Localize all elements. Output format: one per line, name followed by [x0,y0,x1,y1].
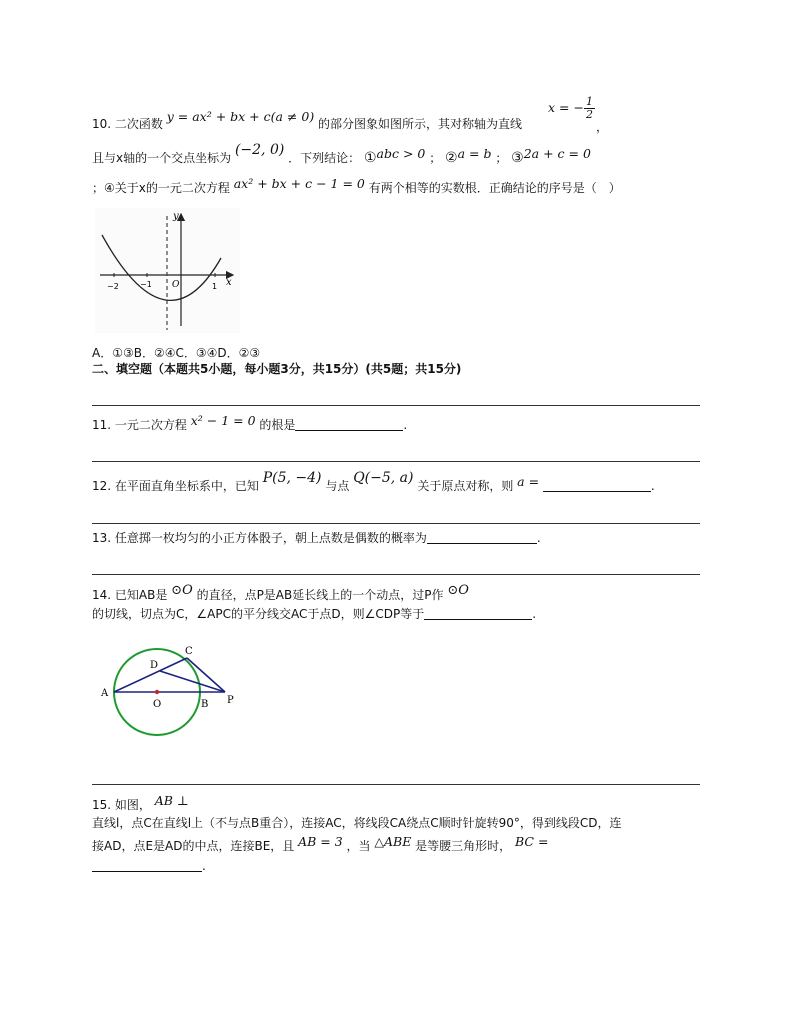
q12 [92,470,655,494]
q10-line1-middle: 的部分图象如图所示，其对称轴为直线 [318,117,523,131]
divider-q11 [92,405,700,406]
label-o: O [153,699,162,710]
q15-ab-perp: AB ⊥ [154,793,189,808]
x-axis-label: x [226,277,232,288]
q14-circle-symbol: ⊙O [171,583,193,598]
q12-a-equals: a = [517,474,540,489]
q11-answer-blank[interactable] [295,418,403,431]
q15-line3-mid2: 是等腰三角形时， [415,839,512,853]
q11 [92,413,408,433]
q10-axis-fraction [584,96,595,121]
q11-suffix: 的根是 [259,418,296,432]
q10-conclusion1-mark: ① [363,150,377,166]
label-d: D [150,660,159,671]
label-c: C [185,646,193,657]
q13-end: . [536,531,541,545]
q14-line2-text: 的切线，切点为C，∠APC的平分线交AC于点D，则∠CDP等于 [92,607,425,621]
q11-equation: x² − 1 = 0 [190,413,256,428]
q13-answer-blank[interactable] [427,531,537,544]
q15-bc-equals: BC = [515,834,549,849]
q13 [92,530,541,546]
q10-line2-middle: ．下列结论： [288,151,361,165]
q10-line1-end: ， [596,120,609,134]
label-a: A [101,688,109,699]
q14-prefix: 14. 已知AB是 [92,588,168,602]
q15-ab-equals: AB = 3 [298,834,343,849]
q10-sep2: ； [495,151,508,165]
q10-conclusion4-equation: ax² + bx + c − 1 = 0 [233,176,365,191]
divider-q13 [92,523,700,524]
q10-axis-lhs: x = − [548,100,584,115]
q15-prefix: 15. 如图， [92,798,151,812]
q14-line1 [92,583,469,604]
q12-point-q: Q(−5, a) [353,470,414,486]
label-b: B [201,699,209,710]
q10-conclusion2: a = b [457,146,492,161]
q12-mid2: 关于原点对称，则 [417,479,514,493]
q10-conclusion3-mark: ③ [511,150,524,166]
q10-point: (−2, 0) [234,142,285,158]
q14-circle-symbol-2: ⊙O [447,583,469,598]
q12-prefix: 12. 在平面直角坐标系中，已知 [92,479,259,493]
q12-end: . [650,479,655,493]
q13-text: 13. 任意掷一枚均匀的小正方体骰子，朝上点数是偶数的概率为 [92,531,427,545]
q10-parabola-graph [95,208,240,333]
q10-conclusion2-mark: ② [445,150,458,166]
divider-q14 [92,574,700,575]
q14-circle-figure [95,640,245,740]
q11-prefix: 11. 一元二次方程 [92,418,187,432]
q14-end: . [532,607,537,621]
q10-sep1: ； [429,151,442,165]
q15-line2: 直线l，点C在直线l上（不与点B重合），连接AC，将线段CA绕点C顺时针旋转90°，得到线段CD，连 [92,816,622,830]
q10-axis-numerator: 1 [585,95,593,108]
label-p: P [227,695,234,706]
q15-line3-prefix: 接AD，点E是AD的中点，连接BE，且 [92,839,295,853]
q14-mid: 的直径，点P是AB延长线上的一个动点，过P作 [196,588,444,602]
q14-answer-blank[interactable] [424,607,532,620]
tick-1-label: 1 [212,282,218,291]
q10-line2-prefix: 且与x轴的一个交点坐标为 [92,151,232,165]
tick-neg1-label: −1 [140,280,152,289]
divider-q15 [92,784,700,785]
divider-q12 [92,461,700,462]
q11-end: . [403,418,408,432]
q15-line3 [92,834,549,854]
q15-answer-line [92,858,206,874]
q10-prefix: 10. 二次函数 [92,117,163,131]
q10-line3 [92,176,621,196]
q10-line3-prefix: ；④关于x的一元二次方程 [92,181,230,195]
q10-axis-denominator: 2 [585,108,593,121]
q12-answer-blank[interactable] [543,479,651,492]
q10-conclusion1: abc > 0 [376,146,426,161]
q10-options: A．①③B．②④C．③④D．②③ [92,346,261,360]
q10-line2 [92,142,591,166]
q15-answer-blank[interactable] [92,859,202,872]
q10-function-expression: y = ax² + bx + c(a ≠ 0) [166,109,315,124]
tangent-pc [187,658,225,692]
q14-line2 [92,606,536,622]
origin-label: O [172,280,180,290]
section2-title: 二、填空题（本题共5小题，每小题3分，共15分）(共5题；共15分) [92,362,462,376]
q10-axis-equation [548,96,595,121]
q10-conclusion3: 2a + c = 0 [523,146,591,161]
q15-triangle: △ABE [374,834,412,849]
q10-line3-end: 有两个相等的实数根．正确结论的序号是（ ） [368,181,621,195]
q12-mid: 与点 [325,479,350,493]
center-point [155,690,159,694]
q10-line1 [92,109,523,132]
q12-point-p: P(5, −4) [262,470,322,486]
q15-end: . [202,859,206,873]
y-axis-label: y [173,211,179,222]
tick-neg2-label: −2 [107,282,119,291]
q15-line3-mid: ，当 [346,839,371,853]
bisector-pd [160,671,225,692]
q15-line1 [92,793,189,813]
